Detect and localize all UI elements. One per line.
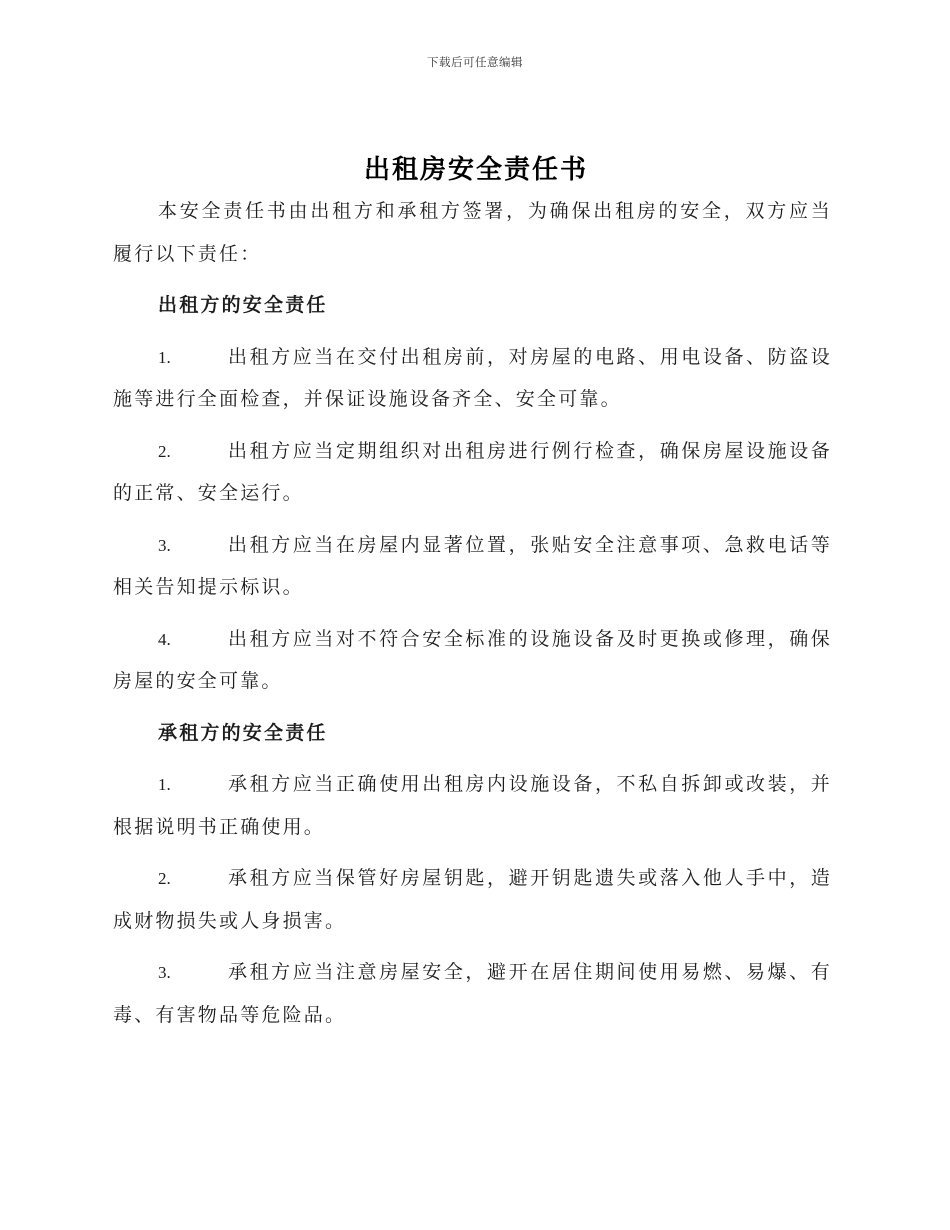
list-item-text: 承租方应当注意房屋安全，避开在居住期间使用易燃、易爆、有 — [228, 961, 832, 983]
document-body — [113, 190, 832, 1045]
list-item — [113, 524, 832, 609]
header-note: 下载后可任意编辑 — [427, 55, 523, 69]
paragraph-line: 本安全责任书由出租方和承租方签署，为确保出租房的安全，双方应当 — [158, 200, 832, 222]
section-heading-tenant: 承租方的安全责任 — [158, 721, 328, 744]
list-item-text: 的正常、安全运行。 — [113, 482, 304, 504]
list-item-text: 承租方应当保管好房屋钥匙，避开钥匙遗失或落入他人手中，造 — [228, 867, 832, 889]
list-item — [113, 430, 832, 515]
list-item-number: 3. — [158, 963, 171, 982]
list-item — [113, 857, 832, 942]
list-item-first-line — [113, 618, 832, 661]
list-item-text: 相关告知提示标识。 — [113, 576, 304, 598]
list-item-text: 施等进行全面检查，并保证设施设备齐全、安全可靠。 — [113, 388, 622, 410]
paragraph-line: 履行以下责任： — [113, 242, 262, 265]
list-item-text: 承租方应当正确使用出租房内设施设备，不私自拆卸或改装，并 — [228, 773, 832, 795]
list-item-number: 1. — [158, 775, 171, 794]
list-item-text: 毒、有害物品等危险品。 — [113, 1003, 347, 1026]
list-item — [113, 951, 832, 1036]
list-item-first-line — [113, 430, 832, 473]
list-item-first-line — [113, 951, 832, 994]
list-item-first-line — [113, 857, 832, 900]
list-item-first-line — [113, 763, 832, 806]
section-heading-landlord: 出租方的安全责任 — [158, 294, 328, 316]
list-item-number: 2. — [158, 441, 171, 461]
document-title: 出租房安全责任书 — [363, 155, 588, 185]
list-item-text: 出租方应当定期组织对出租房进行例行检查，确保房屋设施设备 — [228, 439, 832, 462]
list-item — [113, 618, 832, 703]
list-item-text: 出租方应当在房屋内显著位置，张贴安全注意事项、急救电话等 — [228, 533, 832, 556]
list-item-number: 2. — [158, 869, 171, 888]
list-item-first-line — [113, 336, 832, 379]
list-item-text: 房屋的安全可靠。 — [113, 670, 283, 692]
list-item-text: 根据说明书正确使用。 — [113, 815, 326, 838]
list-item-text: 出租方应当在交付出租房前，对房屋的电路、用电设备、防盗设 — [228, 345, 832, 368]
list-item-number: 3. — [158, 535, 171, 555]
list-item-number: 4. — [158, 629, 171, 649]
list-item-number: 1. — [158, 347, 171, 367]
list-item-first-line — [113, 524, 832, 567]
list-item-text: 成财物损失或人身损害。 — [113, 909, 347, 932]
list-item — [113, 763, 832, 848]
list-item-text: 出租方应当对不符合安全标准的设施设备及时更换或修理，确保 — [228, 627, 832, 650]
list-item — [113, 336, 832, 421]
intro-paragraph — [113, 190, 832, 275]
